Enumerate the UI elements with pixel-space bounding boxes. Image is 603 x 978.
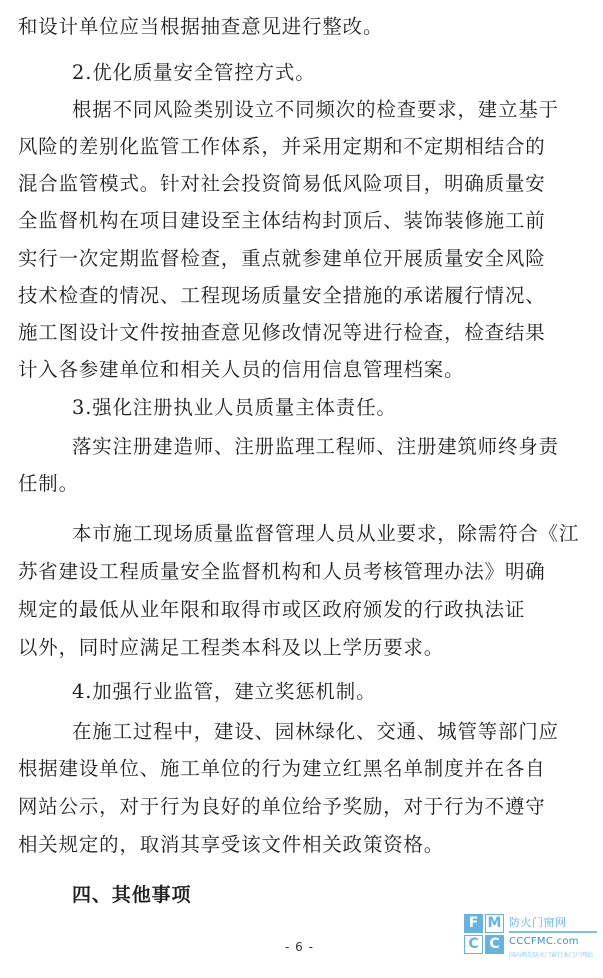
watermark-site-name: 防火门窗网 (509, 916, 567, 929)
section-heading-other-matters: 四、其他事项 (72, 884, 192, 906)
paragraph-line: 苏省建设工程质量安全监督机构和人员考核管理办法》明确 (18, 560, 546, 583)
paragraph-line: 实行一次定期监督检查，重点就参建单位开展质量安全风险 (18, 247, 546, 270)
watermark-logo (464, 912, 600, 968)
paragraph-line: 混合监管模式。针对社会投资简易低风险项目，明确质量安 (18, 172, 546, 195)
section-heading-3: 3.强化注册执业人员质量主体责任。 (72, 396, 397, 419)
paragraph-line: 相关规定的，取消其享受该文件相关政策资格。 (18, 833, 445, 856)
watermark-domain: CCCFMC.com (509, 936, 579, 947)
watermark-divider (509, 931, 597, 933)
paragraph-line: 规定的最低从业年限和取得市或区政府颁发的行政执法证 (18, 598, 526, 621)
paragraph-line: 技术检查的情况、工程现场质量安全措施的承诺履行情况、 (18, 284, 546, 307)
paragraph-line: 网站公示，对于行为良好的单位给予奖励，对于行为不遵守 (18, 795, 546, 818)
section-heading-4: 4.加强行业监管，建立奖惩机制。 (72, 680, 377, 703)
paragraph-line: 全监督机构在项目建设至主体结构封顶后、装饰装修施工前 (18, 209, 546, 232)
paragraph-line: 以外，同时应满足工程类本科及以上学历要求。 (18, 636, 445, 659)
paragraph-line: 本市施工现场质量监督管理人员从业要求，除需符合《江 (72, 522, 580, 545)
paragraph-line: 施工图设计文件按抽查意见修改情况等进行检查，检查结果 (18, 321, 546, 344)
paragraph-line: 根据不同风险类别设立不同频次的检查要求，建立基于 (72, 98, 559, 121)
paragraph-line: 任制。 (18, 472, 79, 495)
paragraph-line: 和设计单位应当根据抽查意见进行整改。 (18, 15, 384, 38)
section-heading-2: 2.优化质量安全管控方式。 (72, 61, 316, 84)
paragraph-line: 在施工过程中，建设、园林绿化、交通、城管等部门应 (72, 720, 559, 743)
logo-letter: C (485, 935, 504, 954)
paragraph-line: 落实注册建造师、注册监理工程师、注册建筑师终身责 (72, 435, 559, 458)
paragraph-line: 根据建设单位、施工单位的行为建立红黑名单制度并在各自 (18, 757, 546, 780)
watermark-tagline: 国内领先防火门窗行业门户网站 (509, 952, 594, 959)
paragraph-line: 风险的差别化监管工作体系，并采用定期和不定期相结合的 (18, 135, 546, 158)
logo-letter: M (485, 914, 504, 933)
logo-letter: C (464, 935, 483, 954)
page-number: - 6 - (285, 940, 314, 954)
logo-letter: F (464, 914, 483, 933)
fmc-logo-icon (464, 914, 504, 954)
paragraph-line: 计入各参建单位和相关人员的信用信息管理档案。 (18, 358, 465, 381)
